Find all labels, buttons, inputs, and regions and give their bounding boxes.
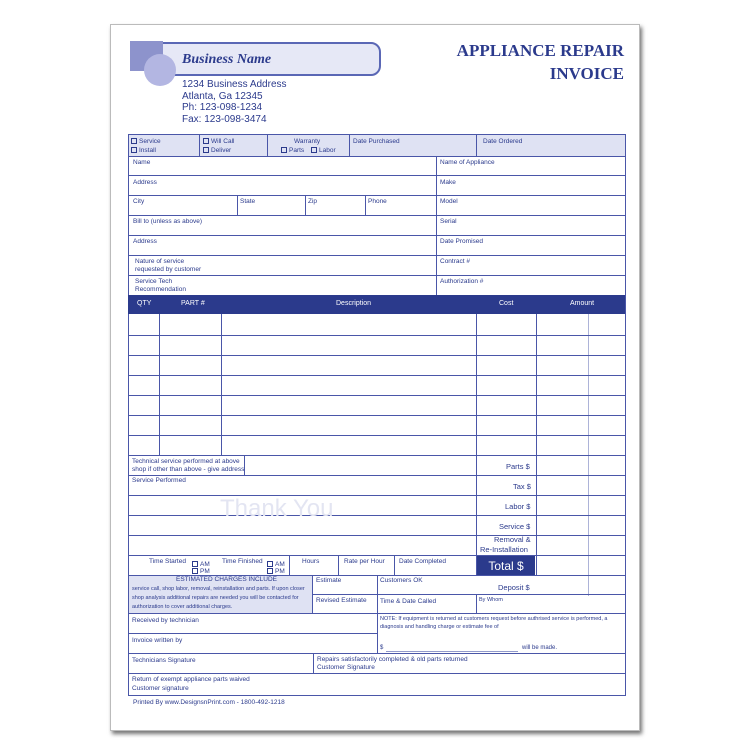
col-line [305, 195, 306, 215]
date-promised-field[interactable]: Date Promised [440, 238, 483, 245]
return-waived-label: Return of exempt appliance parts waived [132, 676, 250, 683]
address-line: Ph: 123-098-1234 [182, 102, 263, 113]
service-performed-field[interactable]: Service Performed [132, 477, 186, 484]
logo-circle [144, 54, 176, 86]
row-line [128, 633, 378, 634]
serial-field[interactable]: Serial [440, 218, 457, 225]
service-checkbox[interactable] [131, 138, 161, 146]
customer-signature-field[interactable]: Customer Signature [317, 664, 375, 671]
tech-performed-label: shop if other than above - give address [132, 466, 245, 473]
parts-label: Parts [289, 147, 305, 154]
form-border [128, 695, 626, 696]
printed-by-footer: Printed By www.DesignsnPrint.com - 1800-492-1218 [133, 699, 285, 706]
table-row [128, 455, 626, 456]
recommendation-field[interactable]: Recommendation [135, 286, 186, 293]
row-line [128, 673, 626, 674]
table-row [128, 335, 626, 336]
nature-of-service-label: Nature of service [135, 258, 185, 265]
row-line [128, 653, 626, 654]
estimate-field[interactable]: Estimate [316, 577, 342, 584]
row-line [312, 594, 626, 595]
pm-label: PM [275, 568, 285, 575]
qty-header: QTY [137, 300, 152, 307]
reinstallation-label: Re-Installation [480, 545, 528, 554]
table-row [128, 395, 626, 396]
estimated-charges-title: ESTIMATED CHARGES INCLUDE [176, 576, 278, 583]
col-line [476, 314, 477, 576]
row-line [128, 475, 626, 476]
warranty-labor-checkbox[interactable] [311, 147, 336, 155]
col-line [267, 135, 268, 156]
invoice-sheet [110, 24, 640, 731]
row-line [128, 255, 626, 256]
address-line: Fax: 123-098-3474 [182, 114, 267, 125]
appliance-name-field[interactable]: Name of Appliance [440, 159, 495, 166]
estimate-note: shop analysis additional repairs are needed you will be contacted for [132, 595, 299, 601]
will-be-made-label: will be made. [522, 645, 558, 651]
name-field[interactable]: Name [133, 159, 151, 166]
estimate-note: authorization to cover additional charges. [132, 604, 233, 610]
labor-total-label: Labor $ [505, 502, 531, 511]
phone-field[interactable]: Phone [368, 198, 387, 205]
col-line [476, 594, 477, 613]
tax-label: Tax $ [513, 482, 531, 491]
state-field[interactable]: State [240, 198, 256, 205]
row-line [128, 175, 626, 176]
col-line [349, 135, 350, 156]
row-line [128, 613, 626, 614]
rate-per-hour-field[interactable]: Rate per Hour [344, 558, 385, 565]
row-line [128, 495, 626, 496]
am-label: AM [275, 561, 285, 568]
return-note: diagnosis and handling charge or estimate fee of [380, 624, 499, 630]
am-label: AM [200, 561, 210, 568]
total-label: Total $ [477, 556, 535, 576]
date-purchased-label: Date Purchased [353, 138, 400, 145]
col-line [289, 555, 290, 575]
city-field[interactable]: City [133, 198, 145, 205]
cost-header: Cost [499, 300, 514, 307]
deliver-label: Deliver [211, 147, 232, 154]
col-line [536, 314, 537, 576]
row-line [128, 235, 626, 236]
pm-label: PM [200, 568, 210, 575]
col-line [365, 195, 366, 215]
revised-estimate-field[interactable]: Revised Estimate [316, 597, 367, 604]
address-field[interactable]: Address [133, 179, 157, 186]
col-line [221, 314, 222, 455]
warranty-parts-checkbox[interactable] [281, 147, 304, 155]
warranty-label: Warranty [294, 138, 321, 145]
col-line [377, 575, 378, 653]
service-label: Service [139, 138, 161, 145]
nature-of-service-label[interactable]: requested by customer [135, 266, 202, 273]
col-line [476, 135, 477, 156]
zip-field[interactable]: Zip [308, 198, 318, 205]
time-started-label: Time Started [149, 558, 186, 565]
col-line [313, 653, 314, 673]
col-line [199, 135, 200, 156]
invoice-title-line2: INVOICE [549, 64, 624, 83]
tech-performed-label: Technical service performed at above [132, 458, 240, 465]
time-date-called-field[interactable]: Time & Date Called [380, 598, 437, 605]
return-note: NOTE: If equipment is returned at customers request before authrised service is performed, a [380, 616, 608, 622]
col-line [394, 555, 395, 575]
removal-label: Removal & [494, 535, 531, 544]
row-line [128, 275, 626, 276]
row-line [128, 156, 626, 157]
address-line: 1234 Business Address [182, 79, 287, 90]
received-by-field[interactable]: Received by technician [132, 617, 199, 624]
bill-to-field[interactable]: Bill to (unless as above) [133, 218, 203, 225]
thank-you-watermark: Thank You [220, 495, 334, 522]
make-field[interactable]: Make [440, 179, 456, 186]
row-line [128, 515, 626, 516]
table-row [128, 375, 626, 376]
amount-header: Amount [570, 300, 595, 307]
business-name: Business Name [182, 52, 272, 67]
description-header: Description [336, 300, 372, 307]
model-field[interactable]: Model [440, 198, 458, 205]
address2-field[interactable]: Address [133, 238, 157, 245]
fee-dollar: $ [380, 645, 384, 651]
row-line [128, 555, 626, 556]
address-line: Atlanta, Ga 12345 [182, 91, 263, 102]
authorization-field[interactable]: Authorization # [440, 278, 484, 285]
repairs-completed-label: Repairs satisfactorily completed & old parts returned [317, 656, 468, 663]
invoice-title-line1: APPLIANCE REPAIR [456, 41, 624, 60]
install-checkbox[interactable] [131, 147, 156, 155]
labor-label: Labor [319, 147, 336, 154]
customer-signature2-field[interactable]: Customer signature [132, 685, 189, 692]
date-completed-field[interactable]: Date Completed [399, 558, 446, 565]
deliver-checkbox[interactable] [203, 147, 231, 155]
contract-field[interactable]: Contract # [440, 258, 470, 265]
parts-total-label: Parts $ [506, 462, 530, 471]
hours-field[interactable]: Hours [302, 558, 320, 565]
col-line [338, 555, 339, 575]
fee-line[interactable] [386, 651, 518, 652]
estimate-note: service call, shop labor, removal, reinstallation and parts. If upon closer [132, 586, 305, 592]
table-row [128, 435, 626, 436]
date-ordered-label: Date Ordered [483, 138, 523, 145]
cents-line [588, 314, 589, 596]
table-row [128, 415, 626, 416]
row-line [128, 535, 626, 536]
deposit-label: Deposit $ [498, 583, 530, 592]
will-call-label: Will Call [211, 138, 235, 145]
service-tech-label: Service Tech [135, 278, 173, 285]
by-whom-field[interactable]: By Whom [479, 597, 503, 603]
will-call-checkbox[interactable] [203, 138, 234, 146]
tech-signature-field[interactable]: Technicians Signature [132, 657, 196, 664]
row-line [128, 195, 626, 196]
service-total-label: Service $ [499, 522, 531, 531]
install-label: Install [139, 147, 156, 154]
col-line [237, 195, 238, 215]
invoice-written-field[interactable]: Invoice written by [132, 637, 183, 644]
time-finished-label: Time Finished [222, 558, 263, 565]
table-row [128, 355, 626, 356]
col-line [159, 314, 160, 455]
row-line [128, 215, 626, 216]
customers-ok-field[interactable]: Customers OK [380, 577, 423, 584]
part-header: PART # [181, 300, 205, 307]
